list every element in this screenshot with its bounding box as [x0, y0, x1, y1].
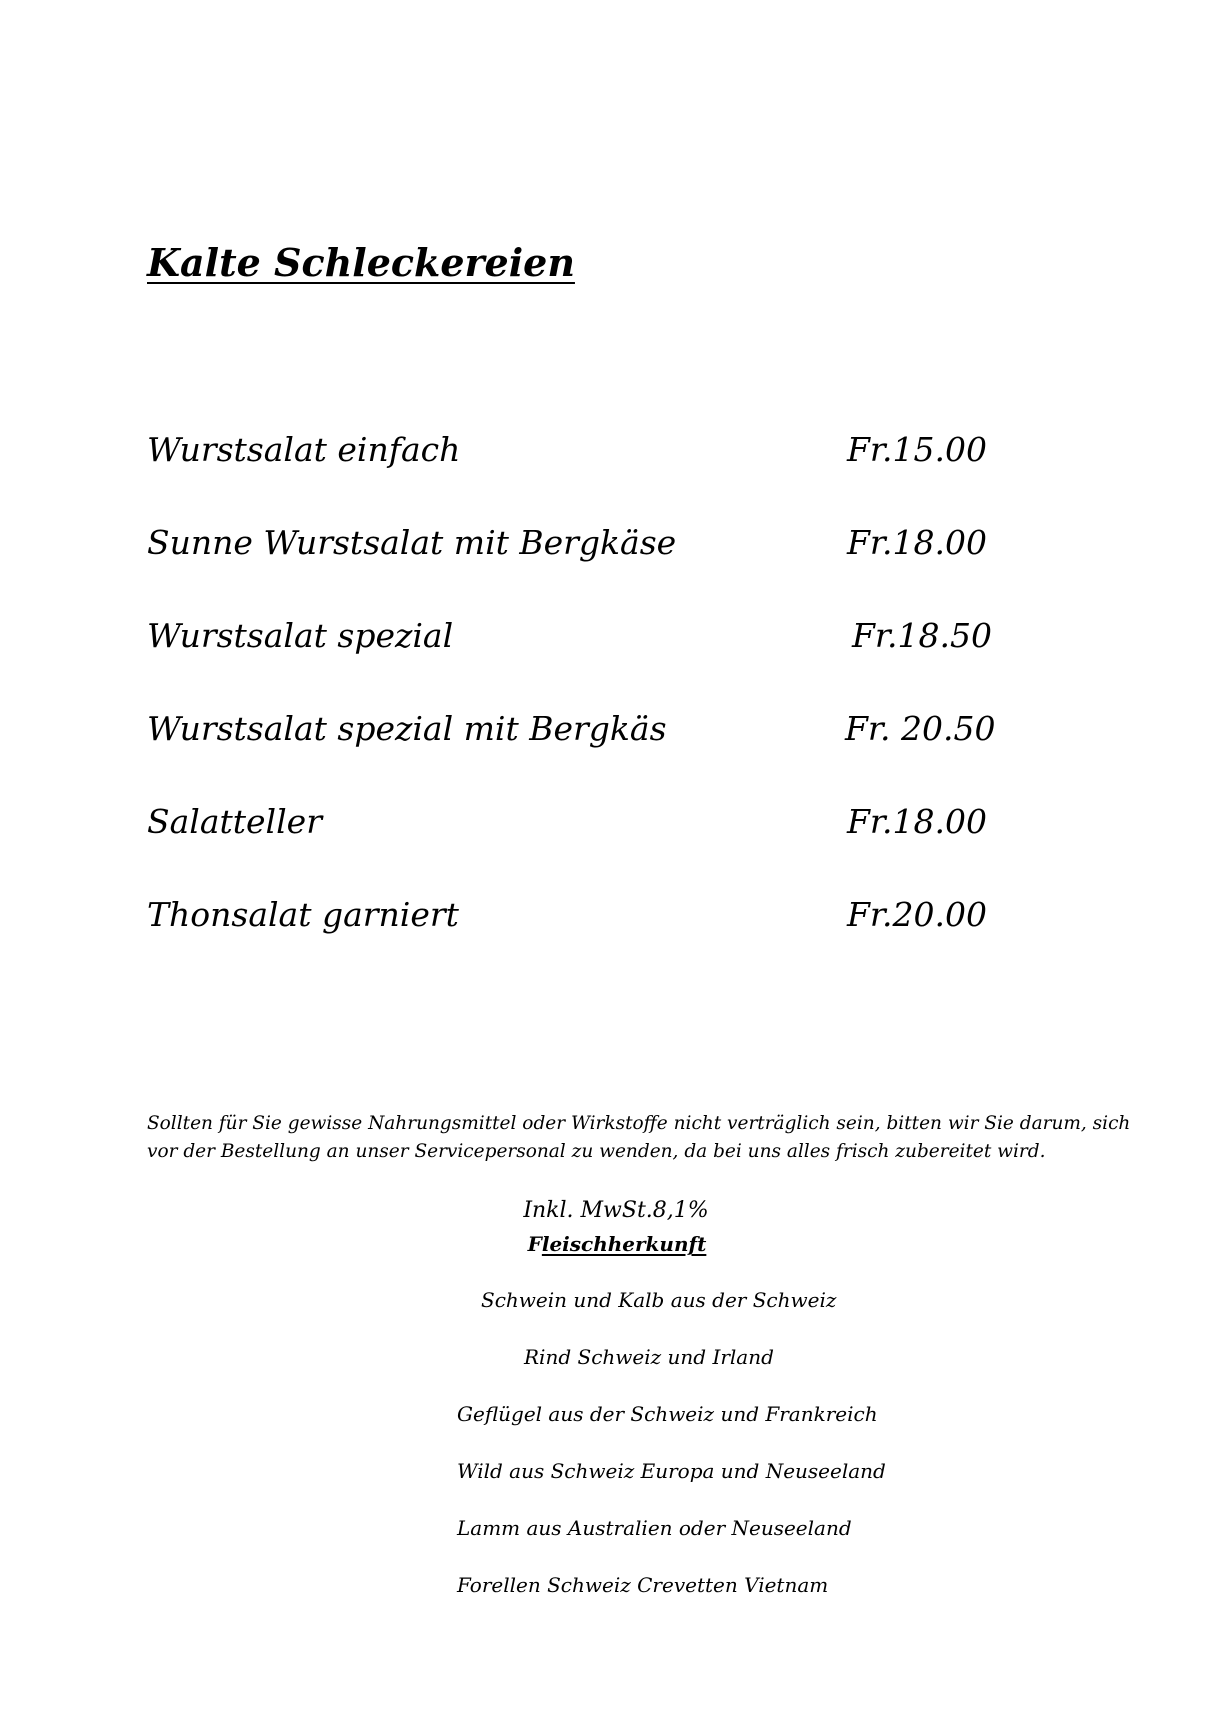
menu-item — [147, 430, 1007, 523]
menu-item — [147, 802, 1007, 895]
menu-title: Kalte Schleckereien — [147, 240, 575, 285]
menu-item — [147, 523, 1007, 616]
menu-list — [147, 430, 1007, 988]
item-price: Fr. 20.50 — [845, 709, 996, 748]
origin-item: Rind Schweiz und Irland — [524, 1345, 774, 1369]
item-name: Wurstsalat spezial — [147, 616, 454, 655]
menu-item — [147, 709, 1007, 802]
origin-item: Wild aus Schweiz Europa und Neuseeland — [457, 1459, 886, 1483]
meat-origin-heading-rest: leischherkunft — [541, 1232, 707, 1256]
item-price: Fr.18.00 — [847, 523, 988, 562]
allergy-notice-line: Sollten für Sie gewisse Nahrungsmittel oder Wirkstoffe nicht verträglich sein, bitten wir Sie darum, sich — [147, 1113, 1131, 1134]
menu-item — [147, 895, 1007, 988]
meat-origin-heading-initial: F — [527, 1232, 542, 1256]
item-name: Wurstsalat einfach — [147, 430, 461, 469]
item-price: Fr.15.00 — [847, 430, 988, 469]
meat-origin-heading — [0, 1232, 1222, 1256]
item-name: Salatteller — [147, 802, 322, 841]
item-name: Wurstsalat spezial mit Bergkäs — [147, 709, 667, 748]
origin-item: Schwein und Kalb aus der Schweiz — [481, 1288, 837, 1312]
origin-item: Forellen Schweiz Crevetten Vietnam — [457, 1573, 829, 1597]
menu-item — [147, 616, 1007, 709]
allergy-notice — [147, 1110, 1131, 1166]
origin-item: Lamm aus Australien oder Neuseeland — [457, 1516, 852, 1540]
vat-note: Inkl. MwSt.8,1% — [523, 1198, 709, 1223]
item-price: Fr.20.00 — [847, 895, 988, 934]
item-price: Fr.18.00 — [847, 802, 988, 841]
origin-item: Geflügel aus der Schweiz und Frankreich — [457, 1402, 878, 1426]
item-price: Fr.18.50 — [852, 616, 993, 655]
item-name: Thonsalat garniert — [147, 895, 459, 934]
allergy-notice-line: vor der Bestellung an unser Servicepersonal zu wenden, da bei uns alles frisch zubereitet wird. — [147, 1141, 1046, 1162]
item-name: Sunne Wurstsalat mit Bergkäse — [147, 523, 677, 562]
